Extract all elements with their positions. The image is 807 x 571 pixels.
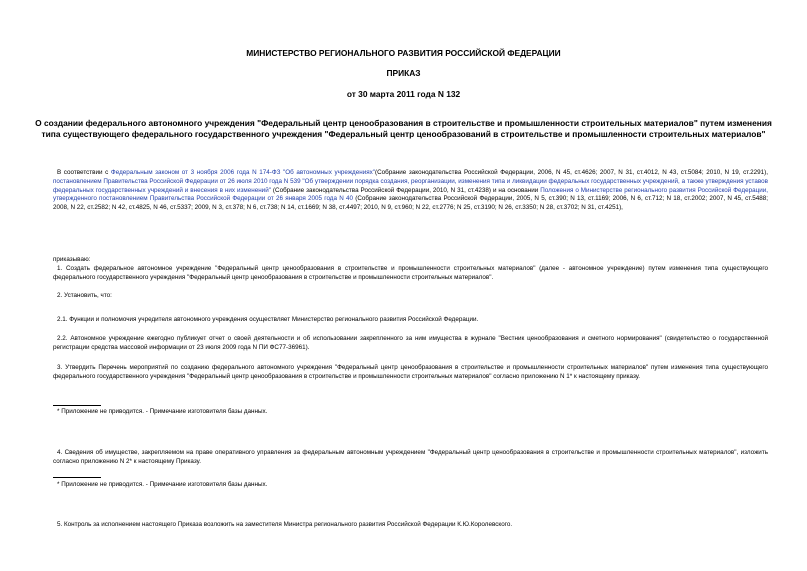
item-4: 4. Сведения об имуществе, закрепляемом на праве оперативного управления за федеральным автономным учреждением "Федеральный центр ценообразования в строительстве и промышленности строительных материалов", изложить согласно приложению N 2* к настоящему Приказу. xyxy=(53,449,768,465)
preamble-text-2: (Собрание законодательства Российской Федерации, 2006, N 45, ст.4626; 2007, N 31, ст.4012, N 43, ст.5084; 2010, N 19, ст.2291), xyxy=(375,169,769,176)
order-title: О создании федерального автономного учреждения "Федеральный центр ценообразования в строительстве и промышленности строительных материалов" путем изменения типа существующего федерального государственного учреждения "Федеральный центр ценообразований в строительстве и промышленности строительных материалов" xyxy=(35,118,772,139)
footnote-divider-2 xyxy=(53,477,101,478)
preamble-text-3: (Собрание законодательства Российской Федерации, 2010, N 31, ст.4238) и на основании xyxy=(270,186,541,194)
order-word: приказываю: xyxy=(53,256,91,263)
footnote-divider-1 xyxy=(53,405,101,406)
preamble-text-4: (Собрание законодательства Российской Федерации, 2005, N 5, ст.390; N 13, ст.1169; 2006, N 6, ст.712; N 18, ст.2002; 2007, N 45, ст.5488; 2008, N 22, ст.2582; N 42, ст.4825, N 46, ст.5337; 2009, N 3, ст.378; N 6, ст.738; N 14, ст.1669; N 38, ст.4497; 2010, N 9, ст.960; N 22, ст.2776; N 25, ст.3190; N 26, ст.3350; N 28, ст.3702; N 31, ст.4251), xyxy=(53,195,768,212)
preamble-text-1: В соответствии с xyxy=(57,169,111,176)
preamble-paragraph xyxy=(53,169,768,213)
item-3: 3. Утвердить Перечень мероприятий по созданию федерального автономного учреждения "Федеральный центр ценообразования в строительстве и промышленности строительных материалов" путем изменения типа существующего федерального государственного учреждения "Федеральный центр ценообразования в строительстве и промышленности строительных материалов" согласно приложению N 1* к настоящему приказу. xyxy=(53,364,768,380)
ministry-heading: МИНИСТЕРСТВО РЕГИОНАЛЬНОГО РАЗВИТИЯ РОССИЙСКОЙ ФЕДЕРАЦИИ xyxy=(246,48,561,58)
government-decree-link[interactable]: постановлением Правительства Российской Федерации от 26 июля 2010 года N 539 "Об утверждении порядка создания, реорганизации, изменения типа и ликвидации федеральных государственных учреждений, а также утверждения уставов федеральных государственных учреждений и внесения в них изменений" xyxy=(53,177,768,194)
footnote-1: * Приложение не приводится. - Примечание изготовителя базы данных. xyxy=(57,408,268,415)
federal-law-link[interactable]: Федеральным законом от 3 ноября 2006 года N 174-ФЗ "Об автономных учреждениях" xyxy=(110,169,376,176)
ministry-regulation-link[interactable]: Положения о Министерстве регионального развития Российской Федерации, утвержденного постановлением Правительства Российской Федерации от 26 января 2005 года N 40 xyxy=(53,186,768,203)
doc-type-heading: ПРИКАЗ xyxy=(386,68,421,78)
item-2-1: 2.1. Функции и полномочия учредителя автономного учреждения осуществляет Министерство регионального развития Российской Федерации. xyxy=(57,316,479,323)
item-1: 1. Создать федеральное автономное учреждение "Федеральный центр ценообразования в строительстве и промышленности строительных материалов" (далее - автономное учреждение) путем изменения типа существующего федерального государственного учреждения "Федеральный центр ценообразования в строительстве и промышленности строительных материалов". xyxy=(53,265,768,281)
footnote-2: * Приложение не приводится. - Примечание изготовителя базы данных. xyxy=(57,481,268,488)
item-5: 5. Контроль за исполнением настоящего Приказа возложить на заместителя Министра регионального развития Российской Федерации К.Ю.Королевского. xyxy=(57,521,513,528)
item-2: 2. Установить, что: xyxy=(57,292,112,299)
date-number-heading: от 30 марта 2011 года N 132 xyxy=(346,89,461,99)
item-2-2: 2.2. Автономное учреждение ежегодно публикует отчет о своей деятельности и об использовании закрепленного за ним имущества в журнале "Вестник ценообразования и сметного нормирования" (свидетельство о государственной регистрации средства массовой информации от 23 июля 2009 года N ПИ ФС77-36961). xyxy=(53,335,768,351)
